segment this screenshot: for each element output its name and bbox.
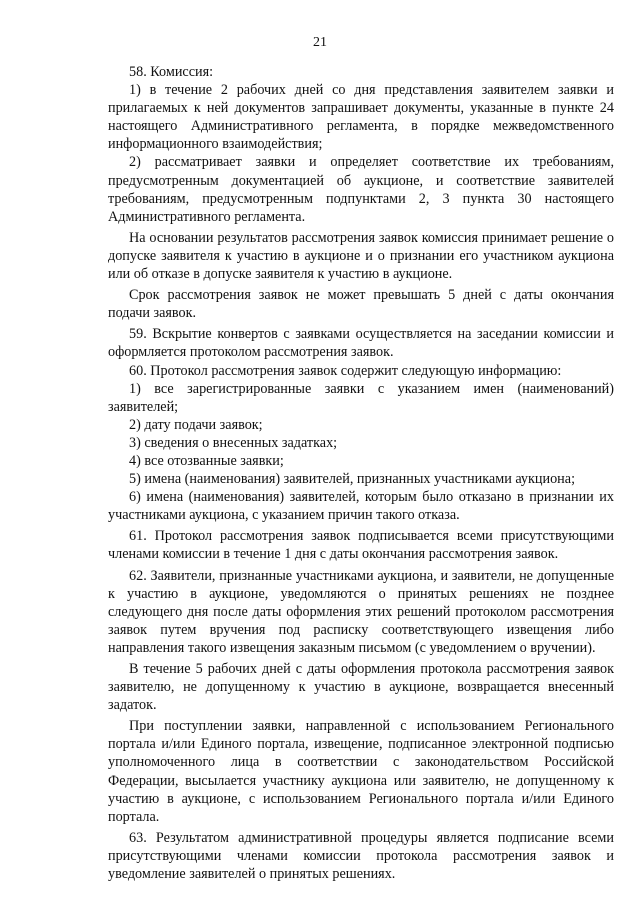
document-body (108, 63, 614, 883)
paragraph-60-item-1: 1) все зарегистрированные заявки с указанием имен (наименований) заявителей; (108, 380, 614, 415)
paragraph-60-heading: 60. Протокол рассмотрения заявок содержит следующую информацию: (129, 362, 562, 379)
paragraph-60-item-5: 5) имена (наименования) заявителей, признанных участниками аукциона; (129, 471, 576, 488)
paragraph-63: 63. Результатом административной процедуры является подписание всеми присутствующими членами комиссии протокола рассмотрения заявок и уведомление заявителей о принятых решениях. (108, 829, 614, 883)
paragraph-deposit-return: В течение 5 рабочих дней с даты оформления протокола рассмотрения заявок заявителю, не допущенному к участию в аукционе, возвращается внесенный задаток. (108, 661, 614, 714)
paragraph-59: 59. Вскрытие конвертов с заявками осуществляется на заседании комиссии и оформляется протоколом рассмотрения заявок. (108, 326, 614, 361)
paragraph-decision: На основании результатов рассмотрения заявок комиссия принимает решение о допуске заявителя к участию в аукционе и о признании его участником аукциона или об отказе в допуске заявителя к участию в аукционе. (108, 229, 614, 283)
paragraph-58-item-1: 1) в течение 2 рабочих дней со дня представления заявителем заявки и прилагаемых к ней документов запрашивает документы, указанные в пункте 24 настоящего Административного регламента, в порядке межведомственного информационного взаимодействия; (108, 82, 614, 153)
paragraph-58-heading: 58. Комиссия: (129, 64, 214, 80)
paragraph-portal-notice: При поступлении заявки, направленной с использованием Регионального портала и/или Единого портала, извещение, подписанное электронной подписью уполномоченного лица в соответствии с законодательством Российской Федерации, высылается участнику аукциона или заявителю, не допущенному к участию в аукционе, с использованием Регионального портала и/или Единого портала. (108, 718, 614, 825)
paragraph-60-item-3: 3) сведения о внесенных задатках; (129, 434, 338, 451)
paragraph-60-item-6: 6) имена (наименования) заявителей, которым было отказано в признании их участниками аукциона, с указанием причин такого отказа. (108, 489, 614, 524)
paragraph-review-term: Срок рассмотрения заявок не может превышать 5 дней с даты окончания подачи заявок. (108, 287, 614, 322)
page-number: 21 (313, 35, 327, 50)
paragraph-58-item-2: 2) рассматривает заявки и определяет соответствие их требованиям, предусмотренным документацией об аукционе, и соответствие заявителей требованиям, предусмотренным подпунктами 2, 3 пункта 30 настоящего Административного регламента. (108, 154, 614, 225)
paragraph-61: 61. Протокол рассмотрения заявок подписывается всеми присутствующими членами комиссии в течение 1 дня с даты окончания рассмотрения заявок. (108, 528, 614, 563)
paragraph-60-item-4: 4) все отозванные заявки; (129, 452, 284, 469)
paragraph-60-item-2: 2) дату подачи заявок; (129, 416, 263, 433)
paragraph-62: 62. Заявители, признанные участниками аукциона, и заявители, не допущенные к участию в аукционе, уведомляются о принятых решениях не позднее следующего дня после даты оформления этих решений протоколом рассмотрения заявок путем вручения под расписку соответствующего извещения либо направления такого извещения заказным письмом (с уведомлением о вручении). (108, 567, 614, 656)
